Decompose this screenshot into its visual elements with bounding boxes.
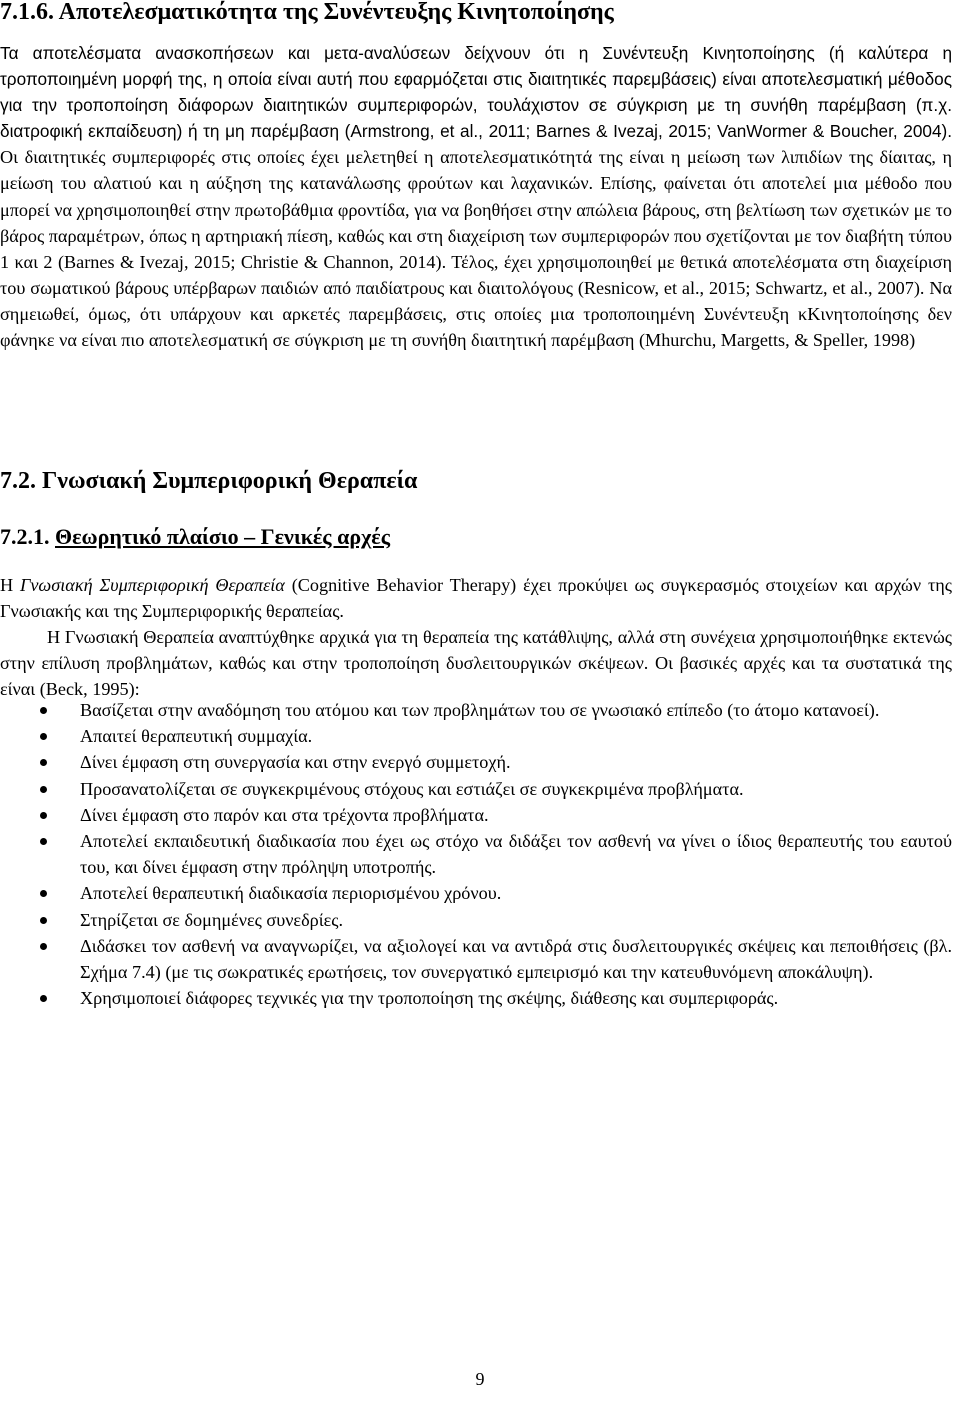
bullet-icon [40,890,47,897]
paragraph-effectiveness-part2: Οι διαιτητικές συμπεριφορές στις οποίες έχει μελετηθεί η αποτελεσματικότητά της είναι η μείωση των λιπιδίων της δίαιτας, η μείωση του αλατιού και η αύξηση της κατανάλωσης φρούτων και λαχανικών. Επίσης, φαίνεται ότι αποτελεί μια μέθοδο που μπορεί να χρησιμοποιηθεί στην πρωτοβάθμια φροντίδα, για να βοηθήσει στην απώλεια βάρους, στη βελτίωση των σχετικών με το βάρος παραμέτρων, όπως η αρτηριακή πίεση, καθώς και στη διαχείριση των συμπεριφορών που σχετίζονται με τον διαβήτη τύπου 1 και 2 (Barnes & Ivezaj, 2015; Christie & Channon, 2014). Τέλος, έχει χρησιμοποιηθεί με θετικά αποτελέσματα στη διαχείριση του σωματικού βάρους υπέρβαρων παιδιών από παιδίατρους και διαιτολόγους (Resnicow, et al., 2015; Schwartz, et al., 2007). Να σημειωθεί, όμως, ότι υπάρχουν και αρκετές παρεμβάσεις, στις οποίες μια τροποποιημένη Συνέντευξη κΚινητοποίησης δεν φάνηκε να είναι πιο αποτελεσματική σε σύγκριση με τη συνήθη διαιτητική παρέμβαση (Mhurchu, Margetts, & Speller, 1998) [0,147,952,351]
list-item-text: Στηρίζεται σε δομημένες συνεδρίες. [80,909,343,930]
list-item-text: Βασίζεται στην αναδόμηση του ατόμου και των προβλημάτων του σε γνωσιακό επίπεδο (το άτομο κατανοεί). [80,700,880,720]
list-item [0,723,952,749]
list-item [0,880,952,906]
bullet-icon [40,759,47,766]
paragraph-cbt-definition [0,572,952,624]
paragraph-effectiveness [0,40,952,353]
list-item-text: Αποτελεί εκπαιδευτική διαδικασία που έχει ως στόχο να διδάξει τον ασθενή να γίνει ο ίδιος θεραπευτής του εαυτού του, και δίνει έμφαση στην πρόληψη υποτροπής. [80,831,952,878]
bullet-icon [40,786,47,793]
chapter-heading: 7.2. Γνωσιακή Συμπεριφορική Θεραπεία [0,468,418,494]
bullet-icon [40,733,47,740]
list-item [0,802,952,828]
list-item-text: Δίνει έμφαση στη συνεργασία και στην ενεργό συμμετοχή. [80,752,511,773]
list-item-text: Δίνει έμφαση στο παρόν και στα τρέχοντα προβλήματα. [80,804,489,825]
cbt-def-after: (Cognitive Behavior Therapy) έχει προκύψει ως συγκερασμός στοιχείων και αρχών της Γνωσιακής και της Συμπεριφορικής θεραπείας. [0,575,952,622]
bullet-icon [40,917,47,924]
list-item [0,933,952,985]
bullet-icon [40,707,47,714]
list-item [0,907,952,933]
list-item [0,697,952,723]
principles-list [0,697,952,1011]
list-item [0,749,952,775]
subsection-title: Θεωρητικό πλαίσιο – Γενικές αρχές [55,524,390,549]
section-heading: 7.1.6. Αποτελεσματικότητα της Συνέντευξης Κινητοποίησης [0,0,614,25]
list-item-text: Διδάσκει τον ασθενή να αναγνωρίζει, να αξιολογεί και να αντιδρά στις δυσλειτουργικές σκέψεις και πεποιθήσεις (βλ. Σχήμα 7.4) (με τις σωκρατικές ερωτήσεις, τον συνεργατικό εμπειρισμό και την κατευθυνόμενη αποκάλυψη). [80,935,952,983]
bullet-icon [40,838,47,845]
list-item-text: Απαιτεί θεραπευτική συμμαχία. [80,726,313,747]
list-item [0,828,952,880]
list-item-text: Προσανατολίζεται σε συγκεκριμένους στόχους και εστιάζει σε συγκεκριμένα προβλήματα. [80,778,744,799]
paragraph-cognitive-therapy: Η Γνωσιακή Θεραπεία αναπτύχθηκε αρχικά για τη θεραπεία της κατάθλιψης, αλλά στη συνέχεια χρησιμοποιήθηκε εκτενώς στην επίλυση προβλημάτων, καθώς και στην τροποποίηση δυσλειτουργικών σκέψεων. Οι βασικές αρχές και τα συστατικά της είναι (Beck, 1995): [0,627,952,700]
cbt-def-italic: Γνωσιακή Συμπεριφορική Θεραπεία [20,575,285,595]
list-item-text: Αποτελεί θεραπευτική διαδικασία περιορισμένου χρόνου. [80,883,502,904]
page-number: 9 [475,1369,485,1389]
cbt-def-before: Η [0,575,21,595]
subsection-heading [0,522,390,552]
paragraph-effectiveness-part1: Τα αποτελέσματα ανασκοπήσεων και μετα-αναλύσεων δείχνουν ότι η Συνέντευξη Κινητοποίησης (ή καλύτερα η τροποποιημένη μορφή της, η οποία είναι αυτή που εφαρμόζεται στις διαιτητικές παρεμβάσεις) είναι αποτελεσματική μέθοδος για την τροποποίηση διάφορων διαιτητικών συμπεριφορών, τουλάχιστον σε σύγκριση με τη συνήθη παρέμβαση (π.χ. διατροφική εκπαίδευση) ή τη μη παρέμβαση (Armstrong, et al., 2011; Barnes & Ivezaj, 2015; VanWormer & Boucher, 2004). [0,43,952,142]
list-item [0,776,952,802]
bullet-icon [40,812,47,819]
subsection-number: 7.2.1. [0,524,55,549]
list-item [0,985,952,1011]
bullet-icon [40,943,47,950]
list-item-text: Χρησιμοποιεί διάφορες τεχνικές για την τροποποίηση της σκέψης, διάθεσης και συμπεριφοράς. [80,988,779,1009]
bullet-icon [40,995,47,1002]
